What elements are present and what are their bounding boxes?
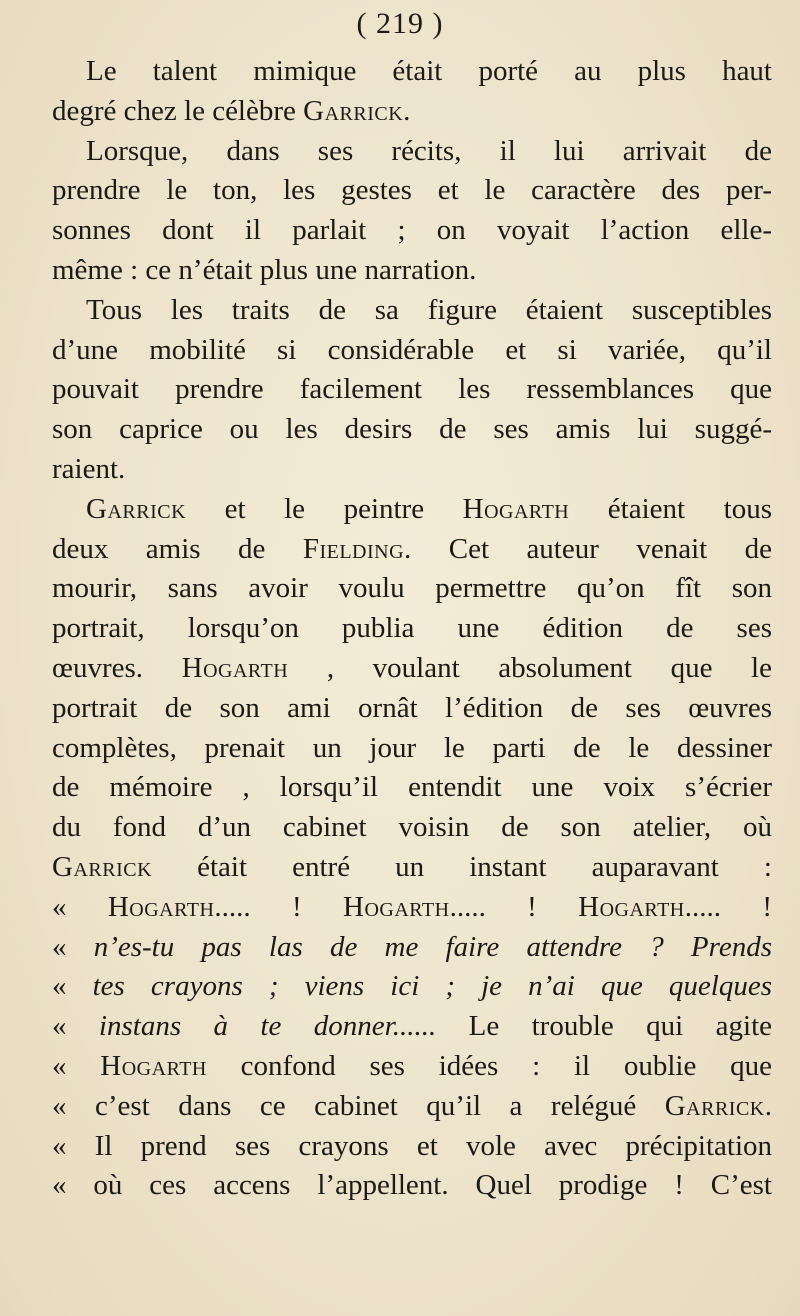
text-line: son caprice ou les desirs de ses amis lui suggé- — [52, 413, 772, 446]
text-line: prendre le ton, les gestes et le caractère des per- — [52, 174, 772, 207]
text-line: « Il prend ses crayons et vole avec précipitation — [52, 1129, 772, 1162]
text-line: « n’es-tu pas las de me faire attendre ? Prends — [52, 930, 772, 963]
text-line: raient. — [52, 452, 126, 485]
text-line: Tous les traits de sa figure étaient susceptibles — [86, 293, 772, 326]
text-line: sonnes dont il parlait ; on voyait l’action elle- — [52, 214, 772, 247]
text-line: même : ce n’était plus une narration. — [52, 253, 477, 286]
page-number: ( 219 ) — [356, 7, 444, 40]
text-line: complètes, prenait un jour le parti de le dessiner — [52, 731, 772, 764]
text-line: « c’est dans ce cabinet qu’il a relégué Garrick. — [52, 1089, 772, 1122]
text-line: d’une mobilité si considérable et si variée, qu’il — [52, 333, 772, 366]
text-line: Le talent mimique était porté au plus haut — [86, 55, 772, 87]
text-line: Lorsque, dans ses récits, il lui arrivait de — [86, 134, 772, 167]
text-line: « Hogarth..... ! Hogarth..... ! Hogarth..... ! — [52, 890, 772, 923]
text-line: « Hogarth confond ses idées : il oublie que — [52, 1049, 772, 1082]
text-line: portrait de son ami ornât l’édition de ses œuvres — [52, 691, 772, 724]
text-line: de mémoire , lorsqu’il entendit une voix s’écrier — [52, 771, 772, 804]
text-line: du fond d’un cabinet voisin de son atelier, où — [52, 811, 772, 844]
text-line: mourir, sans avoir voulu permettre qu’on fît son — [52, 572, 772, 605]
text-line: œuvres. Hogarth , voulant absolument que le — [52, 651, 772, 684]
text-block — [52, 52, 772, 1206]
text-line: « instans à te donner...... Le trouble qui agite — [52, 1010, 772, 1043]
text-line: « où ces accens l’appellent. Quel prodige ! C’est — [52, 1169, 772, 1202]
text-line: « tes crayons ; viens ici ; je n’ai que quelques — [52, 970, 772, 1003]
text-line: Garrick et le peintre Hogarth étaient tous — [86, 492, 772, 525]
text-line: pouvait prendre facilement les ressemblances que — [52, 373, 772, 406]
text-line: portrait, lorsqu’on publia une édition de ses — [52, 612, 772, 645]
text-line: Garrick était entré un instant auparavant : — [52, 850, 772, 883]
text-line: degré chez le célèbre Garrick. — [52, 94, 411, 127]
text-line: deux amis de Fielding. Cet auteur venait de — [52, 532, 772, 565]
